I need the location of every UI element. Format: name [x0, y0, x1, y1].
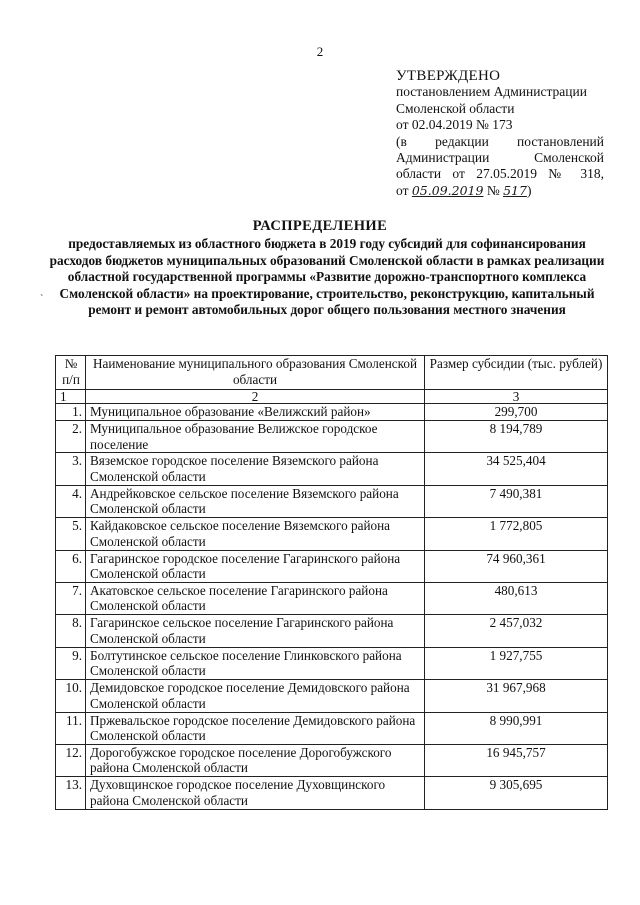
column-number: 3 — [425, 390, 608, 404]
row-number: 12. — [56, 744, 86, 776]
row-amount: 1 772,805 — [425, 518, 608, 550]
document-subtitle: предоставляемых из областного бюджета в 2019 году субсидий для софинансирования расходов бюджетов муниципальных образований Смоленской области в рамках реализации областной государственной программы «Развитие дорожно-транспортного комплекса Смоленской области» на проектирование, строительство, реконструкцию, капитальный ремонт и ремонт автомобильных дорог общего пользования местного значения — [49, 236, 605, 317]
table-row — [56, 777, 608, 809]
stray-mark: ˋ — [40, 294, 44, 305]
row-number: 4. — [56, 485, 86, 517]
column-number: 1 — [56, 390, 86, 404]
row-number: 5. — [56, 518, 86, 550]
page-number: 2 — [316, 44, 324, 59]
table-row — [56, 421, 608, 453]
row-amount: 8 194,789 — [425, 421, 608, 453]
subsidy-table — [55, 355, 608, 810]
approval-heading: УТВЕРЖДЕНО — [396, 68, 501, 84]
table-row — [56, 712, 608, 744]
table-body — [56, 390, 608, 810]
row-amount: 7 490,381 — [425, 485, 608, 517]
row-number: 10. — [56, 680, 86, 712]
row-name: Андрейковское сельское поселение Вяземского района Смоленской области — [86, 485, 425, 517]
row-number: 7. — [56, 582, 86, 614]
amendment-line: Администрации Смоленской — [396, 150, 604, 166]
table-header-row — [56, 356, 608, 390]
row-name: Акатовское сельское поселение Гагаринского района Смоленской области — [86, 582, 425, 614]
last-line-number-sign: № — [486, 182, 500, 198]
approval-block — [396, 68, 604, 199]
row-name: Муниципальное образование Велижское городское поселение — [86, 421, 425, 453]
row-number: 3. — [56, 453, 86, 485]
row-name: Гагаринское городское поселение Гагаринского района Смоленской области — [86, 550, 425, 582]
row-amount: 1 927,755 — [425, 647, 608, 679]
table-row — [56, 485, 608, 517]
table-row — [56, 550, 608, 582]
last-line-prefix: от — [396, 182, 409, 198]
row-amount: 74 960,361 — [425, 550, 608, 582]
row-name: Кайдаковское сельское поселение Вяземского района Смоленской области — [86, 518, 425, 550]
table-row — [56, 453, 608, 485]
row-number: 13. — [56, 777, 86, 809]
row-name: Болтутинское сельское поселение Глинковского района Смоленской области — [86, 647, 425, 679]
table-row — [56, 680, 608, 712]
amendment-line: (в редакции постановлений — [396, 133, 604, 149]
row-amount: 9 305,695 — [425, 777, 608, 809]
handwritten-date: 05.09.2019 — [411, 182, 484, 198]
table-row — [56, 518, 608, 550]
table-row — [56, 582, 608, 614]
row-name: Демидовское городское поселение Демидовского района Смоленской области — [86, 680, 425, 712]
header-name: Наименование муниципального образования Смоленской области — [86, 356, 425, 390]
row-number: 9. — [56, 647, 86, 679]
row-amount: 16 945,757 — [425, 744, 608, 776]
row-name: Муниципальное образование «Велижский район» — [86, 404, 425, 421]
row-number: 8. — [56, 615, 86, 647]
row-number: 2. — [56, 421, 86, 453]
row-amount: 8 990,991 — [425, 712, 608, 744]
header-amount: Размер субсидии (тыс. рублей) — [425, 356, 608, 390]
row-number: 1. — [56, 404, 86, 421]
table-row — [56, 615, 608, 647]
table-row — [56, 744, 608, 776]
row-amount: 31 967,968 — [425, 680, 608, 712]
column-numbers-row — [56, 390, 608, 404]
row-amount: 34 525,404 — [425, 453, 608, 485]
amendment-line: области от 27.05.2019 № 318, — [396, 166, 604, 182]
table-row — [56, 404, 608, 421]
row-name: Вяземское городское поселение Вяземского района Смоленской области — [86, 453, 425, 485]
column-number: 2 — [86, 390, 425, 404]
handwritten-number: 517 — [503, 182, 527, 198]
row-number: 11. — [56, 712, 86, 744]
table-row — [56, 647, 608, 679]
row-amount: 480,613 — [425, 582, 608, 614]
row-name: Гагаринское сельское поселение Гагаринского района Смоленской области — [86, 615, 425, 647]
row-number: 6. — [56, 550, 86, 582]
document-title: РАСПРЕДЕЛЕНИЕ — [252, 218, 388, 234]
row-amount: 2 457,032 — [425, 615, 608, 647]
row-amount: 299,700 — [425, 404, 608, 421]
header-number: № п/п — [56, 356, 86, 390]
row-name: Пржевальское городское поселение Демидовского района Смоленской области — [86, 712, 425, 744]
last-line-suffix: ) — [526, 182, 532, 198]
row-name: Духовщинское городское поселение Духовщинского района Смоленской области — [86, 777, 425, 809]
row-name: Дорогобужское городское поселение Дорогобужского района Смоленской области — [86, 744, 425, 776]
approval-line: Смоленской области — [396, 100, 515, 116]
approval-line: от 02.04.2019 № 173 — [396, 117, 513, 133]
amendment-last-line — [396, 183, 604, 199]
approval-line: постановлением Администрации — [396, 84, 587, 100]
